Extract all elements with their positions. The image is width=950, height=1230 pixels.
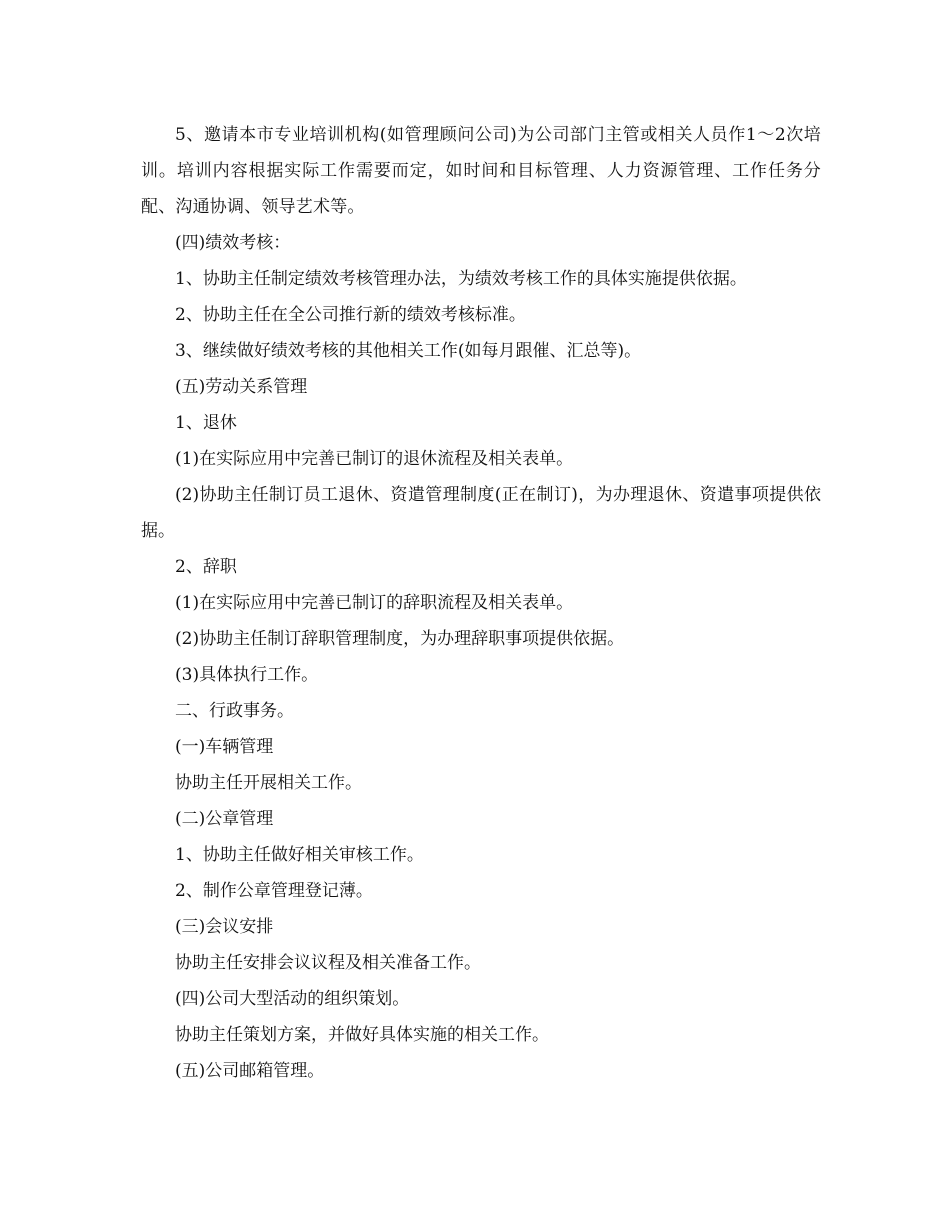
paragraph-resignation-2: (2)协助主任制订辞职管理制度，为办理辞职事项提供依据。	[175, 629, 625, 649]
paragraph-training-invite: 5、邀请本市专业培训机构(如管理顾问公司)为公司部门主管或相关人员作1～2次培训。培训内容根据实际工作需要而定，如时间和目标管理、人力资源管理、工作任务分配、沟通协调、领导艺术等。	[141, 125, 821, 217]
paragraph-performance-3: 3、继续做好绩效考核的其他相关工作(如每月跟催、汇总等)。	[175, 341, 642, 361]
heading-performance-review: (四)绩效考核：	[175, 233, 291, 253]
paragraph-retirement-1: (1)在实际应用中完善已制订的退休流程及相关表单。	[175, 449, 574, 469]
paragraph-seal-1: 1、协助主任做好相关审核工作。	[175, 845, 424, 865]
heading-meeting-arrangement: (三)会议安排	[175, 917, 274, 937]
heading-events-planning: (四)公司大型活动的组织策划。	[175, 989, 410, 1009]
paragraph-meeting: 协助主任安排会议议程及相关准备工作。	[175, 953, 481, 973]
subheading-retirement: 1、退休	[175, 413, 237, 433]
heading-seal-management: (二)公章管理	[175, 809, 274, 829]
paragraph-resignation-3: (3)具体执行工作。	[175, 665, 319, 685]
subheading-resignation: 2、辞职	[175, 557, 237, 577]
document-body	[141, 117, 821, 1089]
paragraph-performance-1: 1、协助主任制定绩效考核管理办法，为绩效考核工作的具体实施提供依据。	[175, 269, 747, 289]
heading-admin-affairs: 二、行政事务。	[175, 701, 294, 721]
paragraph-seal-2: 2、制作公章管理登记薄。	[175, 881, 373, 901]
heading-labor-relations: (五)劳动关系管理	[175, 377, 308, 397]
paragraph-resignation-1: (1)在实际应用中完善已制订的辞职流程及相关表单。	[175, 593, 574, 613]
paragraph-events: 协助主任策划方案，并做好具体实施的相关工作。	[175, 1025, 549, 1045]
heading-mailbox-management: (五)公司邮箱管理。	[175, 1061, 325, 1081]
paragraph-retirement-2: (2)协助主任制订员工退休、资遣管理制度(正在制订)，为办理退休、资遣事项提供依据。	[141, 485, 821, 541]
paragraph-performance-2: 2、协助主任在全公司推行新的绩效考核标准。	[175, 305, 526, 325]
paragraph-vehicle: 协助主任开展相关工作。	[175, 773, 362, 793]
heading-vehicle-management: (一)车辆管理	[175, 737, 274, 757]
